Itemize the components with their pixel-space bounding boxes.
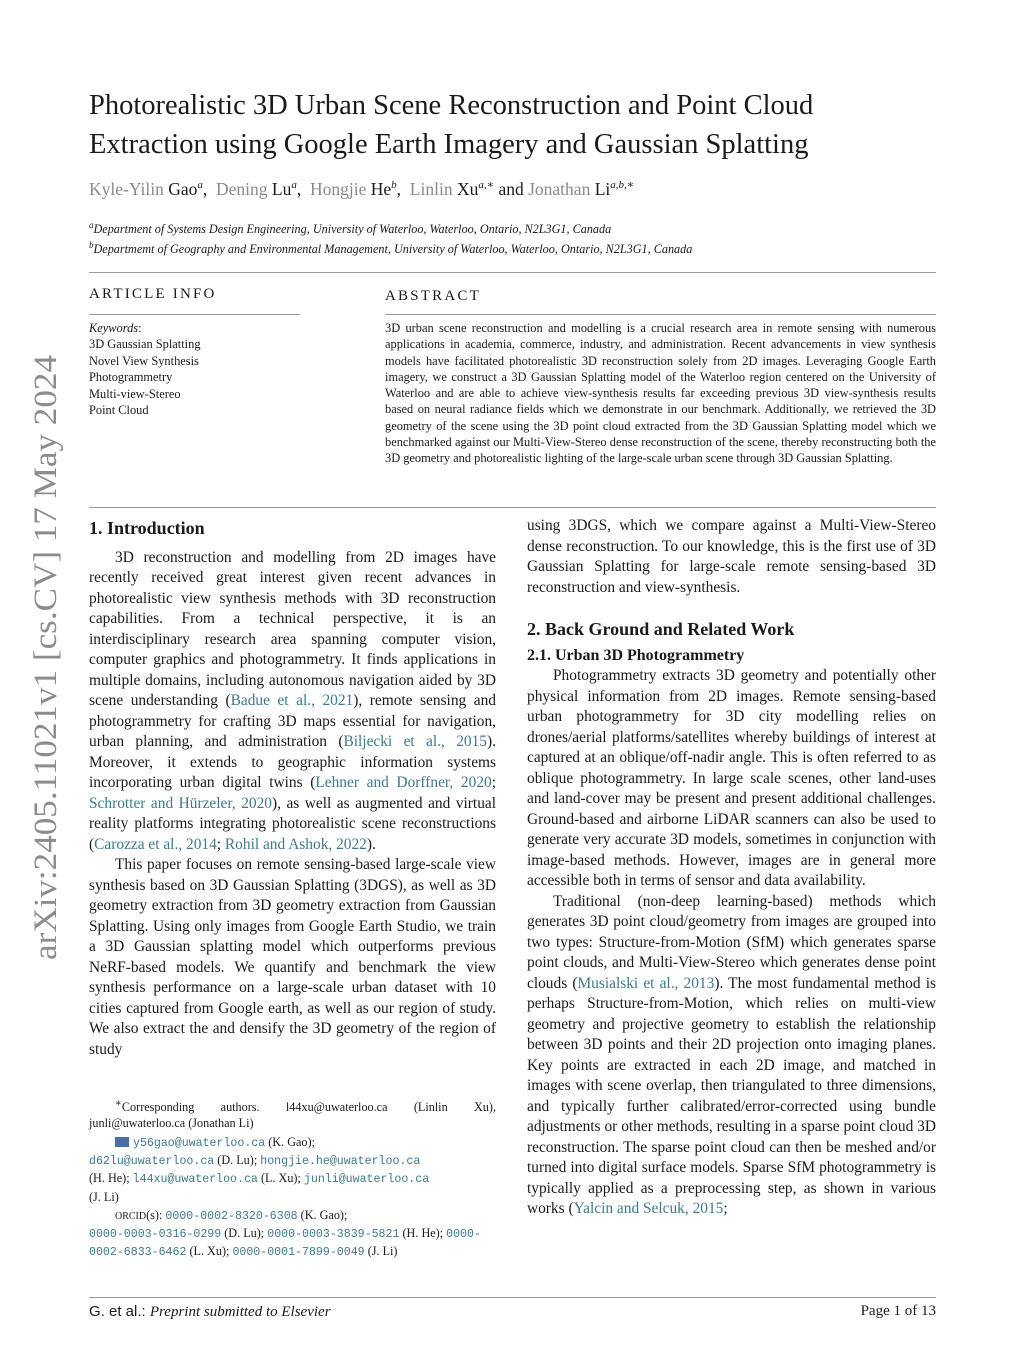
affiliation-b: $^b$Departmemt of Geography and Environmental Management, University of Waterloo, Waterloo, Ontario, N2L3G1, Canada <box>89 240 693 257</box>
envelope-icon <box>115 1137 129 1147</box>
orcid-link[interactable]: 0000-0001-7899-0049 <box>232 1246 365 1260</box>
header-rule <box>89 272 936 273</box>
paper-title <box>89 86 969 164</box>
affiliation-a: $^a$Department of Systems Design Engineering, University of Waterloo, Waterloo, Ontario, N2L3G1, Canada <box>89 220 612 237</box>
email-link[interactable]: hongjie.he@uwaterloo.ca <box>260 1154 421 1168</box>
email-footnote: y56gao@uwaterloo.ca (K. Gao); d62lu@uwaterloo.ca (D. Lu); hongjie.he@uwaterloo.ca (H. He); l44xu@uwaterloo.ca (L. Xu); junli@uwaterloo.ca (J. Li) <box>89 1134 430 1204</box>
email-link[interactable]: d62lu@uwaterloo.ca <box>89 1154 215 1168</box>
corresponding-footnote: ∗Corresponding authors. l44xu@uwaterloo.ca (Linlin Xu), junli@uwaterloo.ca (Jonathan Li) <box>89 1098 496 1131</box>
author-xu[interactable]: Linlin $Xu^{a,∗}$ <box>409 178 495 199</box>
orcid-link[interactable]: 0000-0002-6833-6462 <box>89 1228 481 1260</box>
article-info-rule <box>89 314 300 315</box>
keywords-label-line: Keywords: <box>89 321 142 335</box>
page-number: Page 1 of 13 <box>860 1303 936 1319</box>
keyword-item: Multi-view-Stereo <box>89 386 181 401</box>
keyword-item: Novel View Synthesis <box>89 353 199 368</box>
citation-link[interactable]: Musialski et al., 2013 <box>577 974 715 992</box>
citation-link[interactable]: Biljecki et al., 2015 <box>343 733 488 750</box>
citation-link[interactable]: Carozza et al., 2014 <box>94 835 217 853</box>
citation-link[interactable]: Badue et al., 2021 <box>230 692 354 709</box>
abstract-bottom-rule <box>89 507 936 508</box>
email-link[interactable]: y56gao@uwaterloo.ca <box>133 1136 266 1150</box>
article-info-heading: ARTICLE INFO <box>89 286 217 302</box>
arxiv-stamp-svg <box>12 350 72 970</box>
right-column <box>527 516 936 1220</box>
citation-link[interactable]: Yalcin and Selcuk, 2015 <box>573 1200 724 1217</box>
author-lu[interactable]: Dening Lu$^a$ <box>216 178 297 199</box>
orcid-link[interactable]: 0000-0002-8320-6308 <box>165 1209 298 1223</box>
keywords-block <box>89 320 309 418</box>
author-and: and <box>498 178 524 199</box>
author-li[interactable]: Jonathan $Li^{a,b,∗}$ <box>528 178 635 199</box>
related-paragraph-1: Photogrammetry extracts 3D geometry and potentially other physical information from 2D images. Remote sensing-based urban photogrammetry for 3D city modelling relies on drones/aerial platforms/satellites whereby buildings of interest at captured at an oblique/off-nadir angle. This is often referred to as oblique photogrammetry. In large scale scenes, other land-uses and land-cover may be present and present additional challenges. Ground-based and airborne LiDAR scanners can also be used to generate very accurate 3D models, sometimes in conjunction with image-based methods. However, images are in general more accessible both in terms of sensor and data availability. <box>527 667 936 889</box>
author-list: Kyle-Yilin Gao$^a$, Dening Lu$^a$, Hongjie He$^b$, Linlin $Xu^{a,∗}$ and Jonathan $Li^{a,b,∗}$ <box>89 178 635 199</box>
keyword-item: Point Cloud <box>89 403 149 418</box>
abstract-heading: ABSTRACT <box>385 288 481 304</box>
abstract-rule <box>385 314 936 315</box>
citation-link[interactable]: Rohil and Ashok, 2022 <box>224 835 367 853</box>
keyword-item: Photogrammetry <box>89 370 173 385</box>
title-line-1: Photorealistic 3D Urban Scene Reconstruction and Point Cloud <box>89 90 814 121</box>
intro-paragraph-1: 3D reconstruction and modelling from 2D images have recently received great interest given recent advances in photorealistic view synthesis methods with 3D reconstruction capabilities. From a technical perspective, it is an interdisciplinary research area spanning computer vision, computer graphics and photogrammetry. It finds applications in multiple domains, including autonomous navigation aided by 3D scene understanding (Badue et al., 2021), remote sensing and photogrammetry for crafting 3D maps essential for navigation, urban planning, and administration (Biljecki et al., 2015). Moreover, it extends to geographic information systems incorporating urban digital twins (Lehner and Dorffner, 2020; Schrotter and Hürzeler, 2020), as well as augmented and virtual reality platforms integrating photorealistic scene reconstructions (Carozza et al., 2014; Rohil and Ashok, 2022). <box>89 548 496 853</box>
keyword-item: 3D Gaussian Splatting <box>89 337 201 352</box>
abstract-text: 3D urban scene reconstruction and modelling is a crucial research area in remote sensing with numerous applications in academia, commerce, industry, and administration. Recent advancements in view synthesis models have facilitated photorealistic 3D reconstruction solely from 2D images. Leveraging Google Earth imagery, we construct a 3D Gaussian Splatting model of the Waterloo region centered on the University of Waterloo and are able to achieve view-synthesis results far exceeding previous 3D view-synthesis results based on neural radiance fields which we demonstrate in our benchmark. Additionally, we retrieved the 3D geometry of the scene using the 3D point cloud extracted from the 3D Gaussian Splatting model which we benchmarked against our Multi-View-Stereo dense reconstruction of the scene, thereby reconstructing both the 3D geometry and photorealistic lighting of the large-scale urban scene through 3D Gaussian Splatting. <box>385 321 936 466</box>
photogrammetry-subheading: 2.1. Urban 3D Photogrammetry <box>527 646 745 664</box>
author-he[interactable]: Hongjie He$^b$ <box>310 178 397 199</box>
footnotes <box>89 1096 496 1262</box>
related-work-heading: 2. Back Ground and Related Work <box>527 619 795 639</box>
footer-left: G. et al.: Preprint submitted to Elsevier <box>89 1303 331 1320</box>
arxiv-stamp <box>12 350 72 970</box>
intro-paragraph-2: This paper focuses on remote sensing-based large-scale view synthesis based on 3D Gaussian Splatting (3DGS), as well as 3D geometry extraction from 3D geometry extraction from Gaussian Splatting. Using only images from Google Earth Studio, we train a 3D Gaussian splatting model which outperforms previous NeRF-based models. We quantify and benchmark the view synthesis performance on a large-scale urban dataset with 10 cities captured from Google earth, as well as our region of study. We also extract the and densify the 3D geometry of the region of study <box>89 856 496 1058</box>
email-link[interactable]: junli@uwaterloo.ca <box>303 1173 430 1187</box>
left-column <box>89 518 496 1060</box>
footer-rule <box>89 1297 936 1298</box>
arxiv-stamp-text: arXiv:2405.11021v1 [cs.CV] 17 May 2024 <box>28 391 64 960</box>
orcid-footnote: ORCID(s): 0000-0002-8320-6308 (K. Gao); 0000-0003-0316-0299 (D. Lu); 0000-0003-3839-5821 (H. He); 0000-0002-6833-6462 (L. Xu); 0000-0001-7899-0049 (J. Li) <box>89 1207 481 1260</box>
orcid-link[interactable]: 0000-0003-0316-0299 <box>89 1228 222 1242</box>
email-link[interactable]: l44xu@uwaterloo.ca <box>132 1173 258 1187</box>
related-paragraph-2: Traditional (non-deep learning-based) methods which generates 3D point cloud/geometry from images are grouped into two types: Structure-from-Motion (SfM) which generates sparse point clouds, and Multi-View-Stereo which generates dense point clouds (Musialski et al., 2013). The most fundamental method is perhaps Structure-from-Motion, which relies on multi-view geometry and projective geometry to establish the relationship between 3D points and their 2D projection onto imaging planes. Key points are extracted in each 2D image, and matched in images with scene overlap, then triangulated to three dimensions, and typically further calibrated/error-corrected using bundle adjustments or other methods, resulting in a sparse point cloud 3D reconstruction. The sparse point cloud can then be meshed and/or turned into digital surface models. Sparse SfM photogrammetry is typically applied as a preprocessing step, as shown in various works (Yalcin and Selcuk, 2015; <box>527 892 936 1217</box>
intro-paragraph-2-continued: using 3DGS, which we compare against a Multi-View-Stereo dense reconstruction. To our knowledge, this is the first use of 3D Gaussian Splatting for large-scale remote sensing-based 3D reconstruction and view-synthesis. <box>527 517 936 596</box>
orcid-link[interactable]: 0000-0003-3839-5821 <box>267 1228 400 1242</box>
citation-link[interactable]: Lehner and Dorffner, 2020 <box>315 774 492 791</box>
title-line-2: Extraction using Google Earth Imagery and Gaussian Splatting <box>89 129 809 160</box>
citation-link[interactable]: Schrotter and Hürzeler, 2020 <box>89 794 272 812</box>
author-gao[interactable]: Kyle-Yilin Gao$^a$ <box>89 178 203 199</box>
intro-heading: 1. Introduction <box>89 518 205 538</box>
